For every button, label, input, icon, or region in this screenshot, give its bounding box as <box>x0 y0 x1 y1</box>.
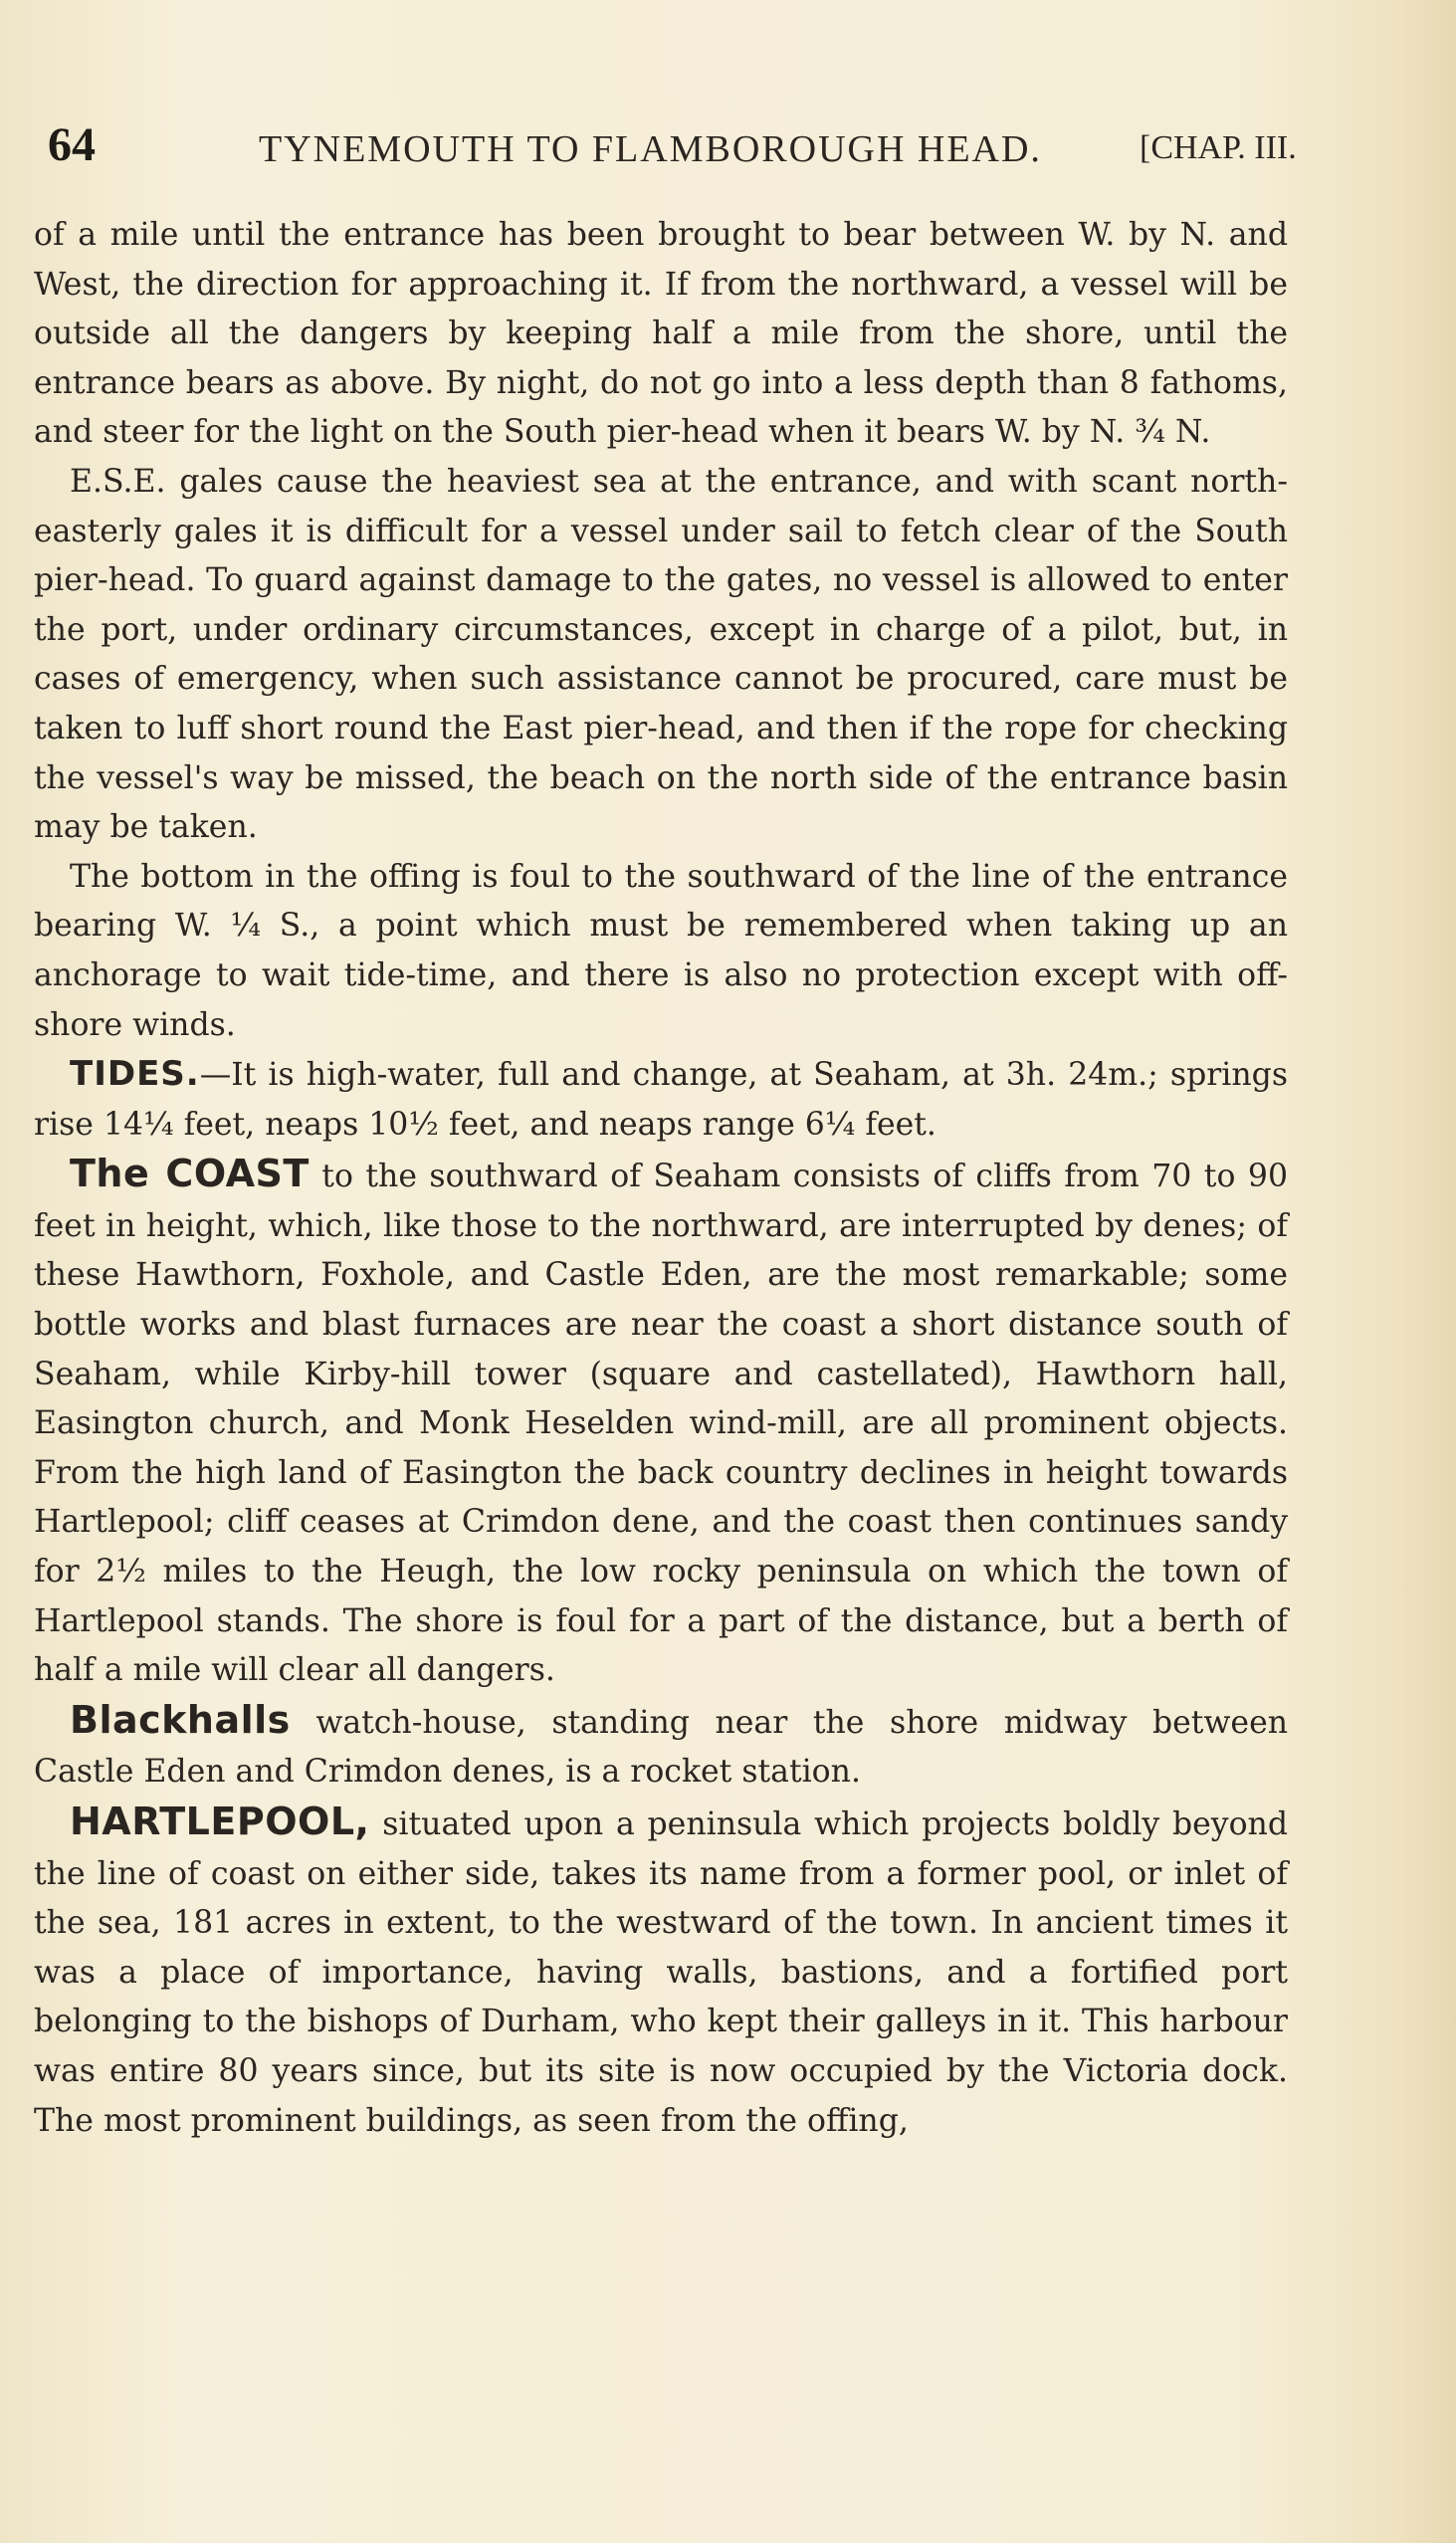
page-number: 64 <box>48 118 96 171</box>
paragraph-gales <box>34 458 1288 853</box>
paragraph-text: of a mile until the entrance has been brought to bear between W. by N. and West, the direction for approaching it. If from the northward, a vessel will be outside all the dangers by keeping half a mile from the shore, until the entrance bears as above. By night, do not go into a less depth than 8 fathoms, and steer for the light on the South pier-head when it bears W. by N. ¾ N. <box>34 217 1288 451</box>
paragraph-hartlepool <box>34 1798 1288 2146</box>
paragraph-text: The bottom in the offing is foul to the southward of the line of the entrance bearing W. ¼ S., a point which must be remembered when taking up an anchorage to wait tide-time, and there is also no protection except with off-shore winds. <box>34 858 1288 1043</box>
section-heading-blackhalls: Blackhalls <box>70 1697 291 1742</box>
chapter-reference: [CHAP. III. <box>1140 129 1297 166</box>
section-heading-hartlepool: HARTLEPOOL, <box>70 1800 370 1843</box>
section-heading-coast: The COAST <box>70 1152 310 1196</box>
paragraph-text: watch-house, standing near the shore midway between Castle Eden and Crimdon denes, is a rocket station. <box>34 1704 1288 1791</box>
paragraph-text: —It is high-water, full and change, at Seaham, at 3h. 24m.; springs rise 14¼ feet, neaps 10½ feet, and neaps range 6¼ feet. <box>34 1057 1288 1143</box>
page-header <box>40 117 1324 187</box>
paragraph-text: situated upon a peninsula which projects boldly beyond the line of coast on either side, takes its name from a former pool, or inlet of the sea, 181 acres in extent, to the westward of the town. In ancient times it was a place of importance, having walls, bastions, and a fortified port belonging to the bishops of Durham, who kept their galleys in it. This harbour was entire 80 years since, but its site is now occupied by the Victoria dock. The most prominent buildings, as seen from the offing, <box>34 1806 1288 2139</box>
running-title: TYNEMOUTH TO FLAMBOROUGH HEAD. <box>259 128 1042 170</box>
paragraph-text: to the southward of Seaham consists of cliffs from 70 to 90 feet in height, which, like those to the northward, are interrupted by denes; of these Hawthorn, Foxhole, and Castle Eden, are the most remarkable; some bottle works and blast furnaces are near the coast a short distance south of Seaham, while Kirby-hill tower (square and castellated), Hawthorn hall, Easington church, and Monk Heselden wind-mill, are all prominent objects. From the high land of Easington the back country declines in height towards Hartlepool; cliff ceases at Crimdon dene, and the coast then continues sandy for 2½ miles to the Heugh, the low rocky peninsula on which the town of Hartlepool stands. The shore is foul for a part of the distance, but a berth of half a mile will clear all dangers. <box>34 1159 1288 1689</box>
body-text <box>34 211 1288 2146</box>
paragraph-bottom <box>34 853 1288 1050</box>
paragraph-tides <box>34 1050 1288 1150</box>
section-heading-tides: TIDES. <box>70 1054 200 1095</box>
paragraph-blackhalls <box>34 1696 1288 1798</box>
paragraph-coast <box>34 1150 1288 1696</box>
paragraph-text: E.S.E. gales cause the heaviest sea at the entrance, and with scant north-easterly gales it is difficult for a vessel under sail to fetch clear of the South pier-head. To guard against damage to the gates, no vessel is allowed to enter the port, under ordinary circumstances, except in charge of a pilot, but, in cases of emergency, when such assistance cannot be procured, care must be taken to luff short round the East pier-head, and then if the rope for checking the vessel's way be missed, the beach on the north side of the entrance basin may be taken. <box>34 463 1288 846</box>
paragraph-entrance <box>34 211 1288 458</box>
